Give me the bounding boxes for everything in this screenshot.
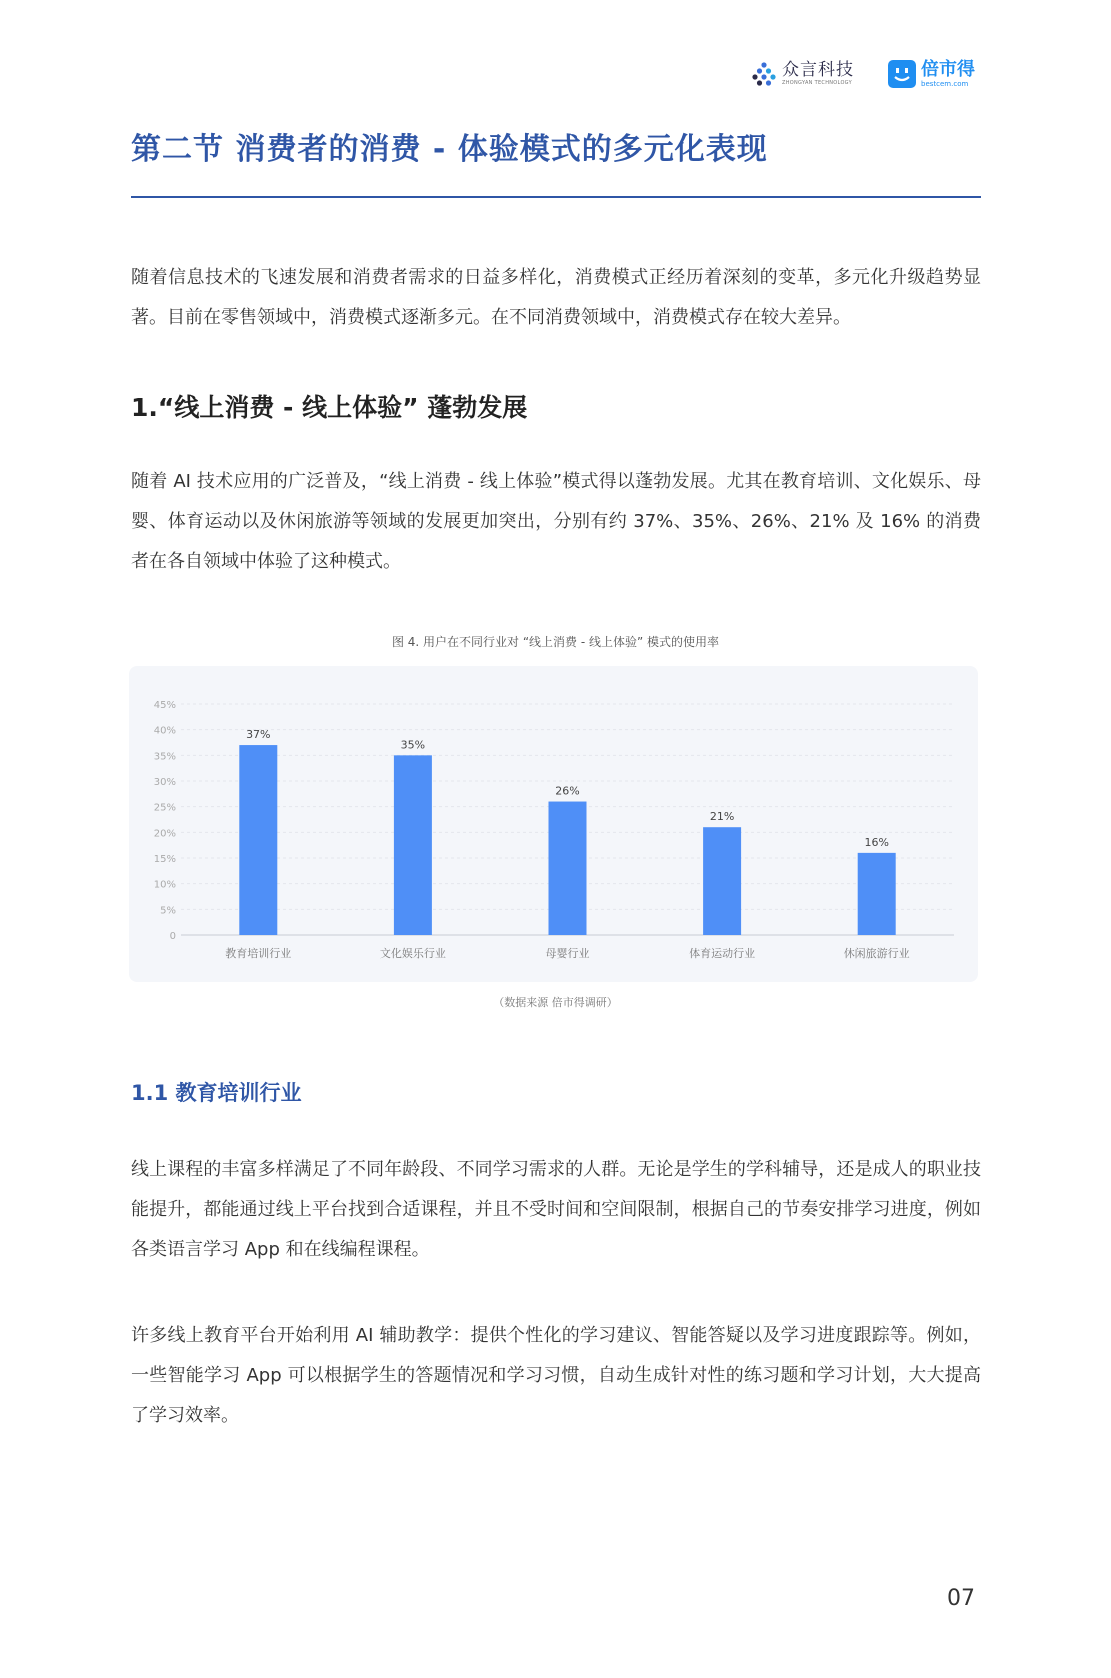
bar-data-label: 21% <box>709 810 735 824</box>
bestcem-logo <box>888 60 975 88</box>
zhongyan-logo-name: 众言科技 <box>782 60 854 80</box>
heading-education-industry: 1.1 教育培训行业 <box>131 1081 302 1105</box>
page-number: 07 <box>947 1586 975 1611</box>
bar <box>239 745 277 935</box>
bestcem-logo-icon <box>888 60 916 88</box>
bar-data-label: 26% <box>555 784 580 798</box>
y-tick-label: 30% <box>153 777 176 788</box>
y-tick-label: 25% <box>153 802 176 814</box>
bar-data-label: 35% <box>400 738 426 752</box>
bar <box>394 755 432 935</box>
y-tick-label: 35% <box>153 751 176 763</box>
x-tick-label: 母婴行业 <box>545 947 590 960</box>
bar-data-label: 37% <box>246 728 271 742</box>
bestcem-logo-subtitle: bestcem.com <box>921 79 969 88</box>
figure-caption: 图 4. 用户在不同行业对 “线上消费 - 线上体验” 模式的使用率 <box>391 635 720 649</box>
heading-online-consumption: 1.“线上消费 - 线上体验” 蓬勃发展 <box>131 393 528 422</box>
bar-chart-svg <box>129 666 978 982</box>
zhongyan-logo-subtitle: ZHONGYAN TECHNOLOGY <box>782 80 852 86</box>
y-tick-label: 40% <box>153 725 176 737</box>
y-tick-label: 5% <box>160 905 176 917</box>
intro-paragraph: 随着信息技术的飞速发展和消费者需求的日益多样化，消费模式正经历着深刻的变革，多元化升级趋势显著。目前在零售领域中，消费模式逐渐多元。在不同消费领域中，消费模式存在较大差异。 <box>131 267 981 328</box>
zhongyan-logo-icon <box>750 60 778 88</box>
x-tick-label: 教育培训行业 <box>225 947 292 960</box>
y-tick-label: 0 <box>169 931 176 942</box>
x-tick-label: 文化娱乐行业 <box>379 947 446 960</box>
bar <box>549 802 587 935</box>
zhongyan-logo <box>750 60 854 88</box>
y-tick-label: 45% <box>153 700 176 711</box>
data-source-note: （数据来源 倍市得调研） <box>493 996 618 1009</box>
bar-data-label: 16% <box>864 835 889 849</box>
bar <box>703 827 741 935</box>
y-tick-label: 20% <box>153 828 176 840</box>
bar-chart <box>129 666 978 982</box>
y-tick-label: 10% <box>153 879 176 891</box>
paragraph-education-courses: 线上课程的丰富多样满足了不同年龄段、不同学习需求的人群。无论是学生的学科辅导，还是成人的职业技能提升，都能通过线上平台找到合适课程，并且不受时间和空间限制，根据自己的节奏安排学习进度，例如各类语言学习 App 和在线编程课程。 <box>131 1159 981 1260</box>
bar <box>858 853 896 935</box>
paragraph-ai-teaching: 许多线上教育平台开始利用 AI 辅助教学：提供个性化的学习建议、智能答疑以及学习进度跟踪等。例如，一些智能学习 App 可以根据学生的答题情况和学习习惯，自动生成针对性的练习题和学习计划，大大提高了学习效率。 <box>131 1325 981 1426</box>
section-title: 第二节 消费者的消费 - 体验模式的多元化表现 <box>131 132 768 167</box>
section-title-divider <box>131 196 981 198</box>
bestcem-logo-name: 倍市得 <box>921 58 975 80</box>
x-tick-label: 休闲旅游行业 <box>843 947 910 960</box>
x-tick-label: 体育运动行业 <box>689 947 756 960</box>
y-tick-label: 15% <box>153 854 176 865</box>
paragraph-online-consumption: 随着 AI 技术应用的广泛普及，“线上消费 - 线上体验”模式得以蓬勃发展。尤其在教育培训、文化娱乐、母婴、体育运动以及休闲旅游等领域的发展更加突出，分别有约 37%、35%、26%、21% 及 16% 的消费者在各自领域中体验了这种模式。 <box>131 471 981 572</box>
